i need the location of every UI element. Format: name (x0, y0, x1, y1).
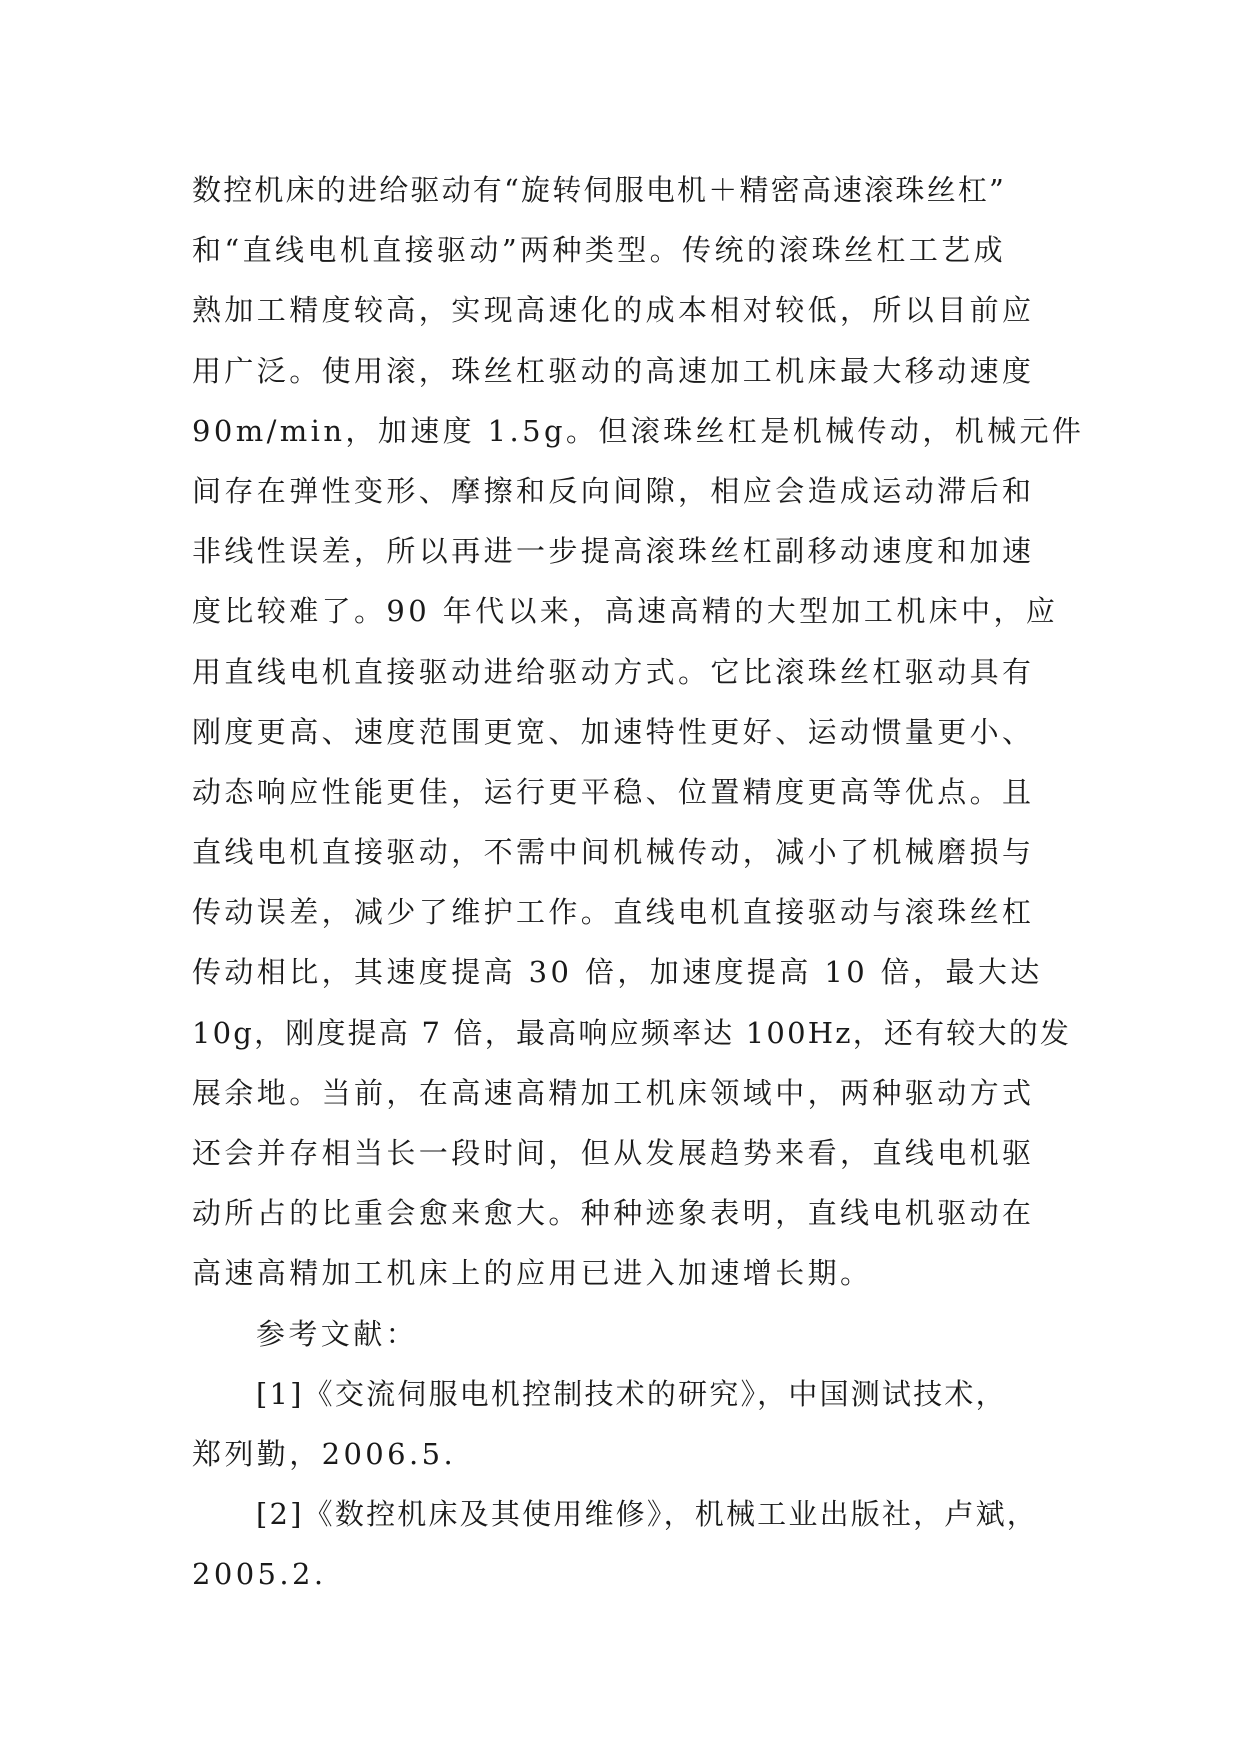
text-line: 熟加工精度较高，实现高速化的成本相对较低，所以目前应 (192, 293, 1035, 328)
reference-line: [1]《交流伺服电机控制技术的研究》，中国测试技术， (256, 1376, 1007, 1411)
text-line: 用直线电机直接驱动进给驱动方式。它比滚珠丝杠驱动具有 (192, 654, 1035, 689)
text-line: 度比较难了。90 年代以来，高速高精的大型加工机床中，应 (192, 594, 1059, 629)
text-line: 90m/min，加速度 1.5g。但滚珠丝杠是机械传动，机械元件 (192, 413, 1085, 448)
text-line: 展余地。当前，在高速高精加工机床领域中，两种驱动方式 (192, 1075, 1035, 1110)
text-line: 数控机床的进给驱动有“旋转伺服电机＋精密高速滚珠丝杠” (192, 173, 1007, 207)
text-line: 动所占的比重会愈来愈大。种种迹象表明，直线电机驱动在 (192, 1196, 1035, 1231)
references-heading: 参考文献： (256, 1316, 419, 1351)
text-line: 直线电机直接驱动，不需中间机械传动，减小了机械磨损与 (192, 835, 1035, 870)
text-line: 传动相比，其速度提高 30 倍，加速度提高 10 倍，最大达 (192, 955, 1043, 990)
text-line: 非线性误差，所以再进一步提高滚珠丝杠副移动速度和加速 (192, 534, 1035, 569)
text-line: 刚度更高、速度范围更宽、加速特性更好、运动惯量更小、 (192, 714, 1035, 749)
reference-line: 郑列勤，2006.5. (192, 1436, 457, 1471)
text-line: 和“直线电机直接驱动”两种类型。传统的滚珠丝杠工艺成 (192, 233, 1007, 268)
text-line: 动态响应性能更佳，运行更平稳、位置精度更高等优点。且 (192, 774, 1035, 809)
text-line: 高速高精加工机床上的应用已进入加速增长期。 (192, 1256, 873, 1291)
text-line: 用广泛。使用滚，珠丝杠驱动的高速加工机床最大移动速度 (192, 353, 1035, 388)
document-page (192, 160, 1085, 1605)
text-line: 间存在弹性变形、摩擦和反向间隙，相应会造成运动滞后和 (192, 473, 1035, 508)
reference-line: 2005.2. (192, 1557, 327, 1592)
text-line: 还会并存相当长一段时间，但从发展趋势来看，直线电机驱 (192, 1136, 1035, 1170)
reference-item (192, 1364, 1058, 1484)
body-paragraph (192, 160, 1085, 1304)
text-line: 传动误差，减少了维护工作。直线电机直接驱动与滚珠丝杠 (192, 895, 1035, 930)
references-section (192, 1304, 1058, 1605)
text-line: 10g，刚度提高 7 倍，最高响应频率达 100Hz，还有较大的发 (192, 1015, 1072, 1050)
reference-line: [2]《数控机床及其使用维修》，机械工业出版社，卢斌， (256, 1497, 1038, 1532)
reference-item (192, 1484, 1058, 1604)
